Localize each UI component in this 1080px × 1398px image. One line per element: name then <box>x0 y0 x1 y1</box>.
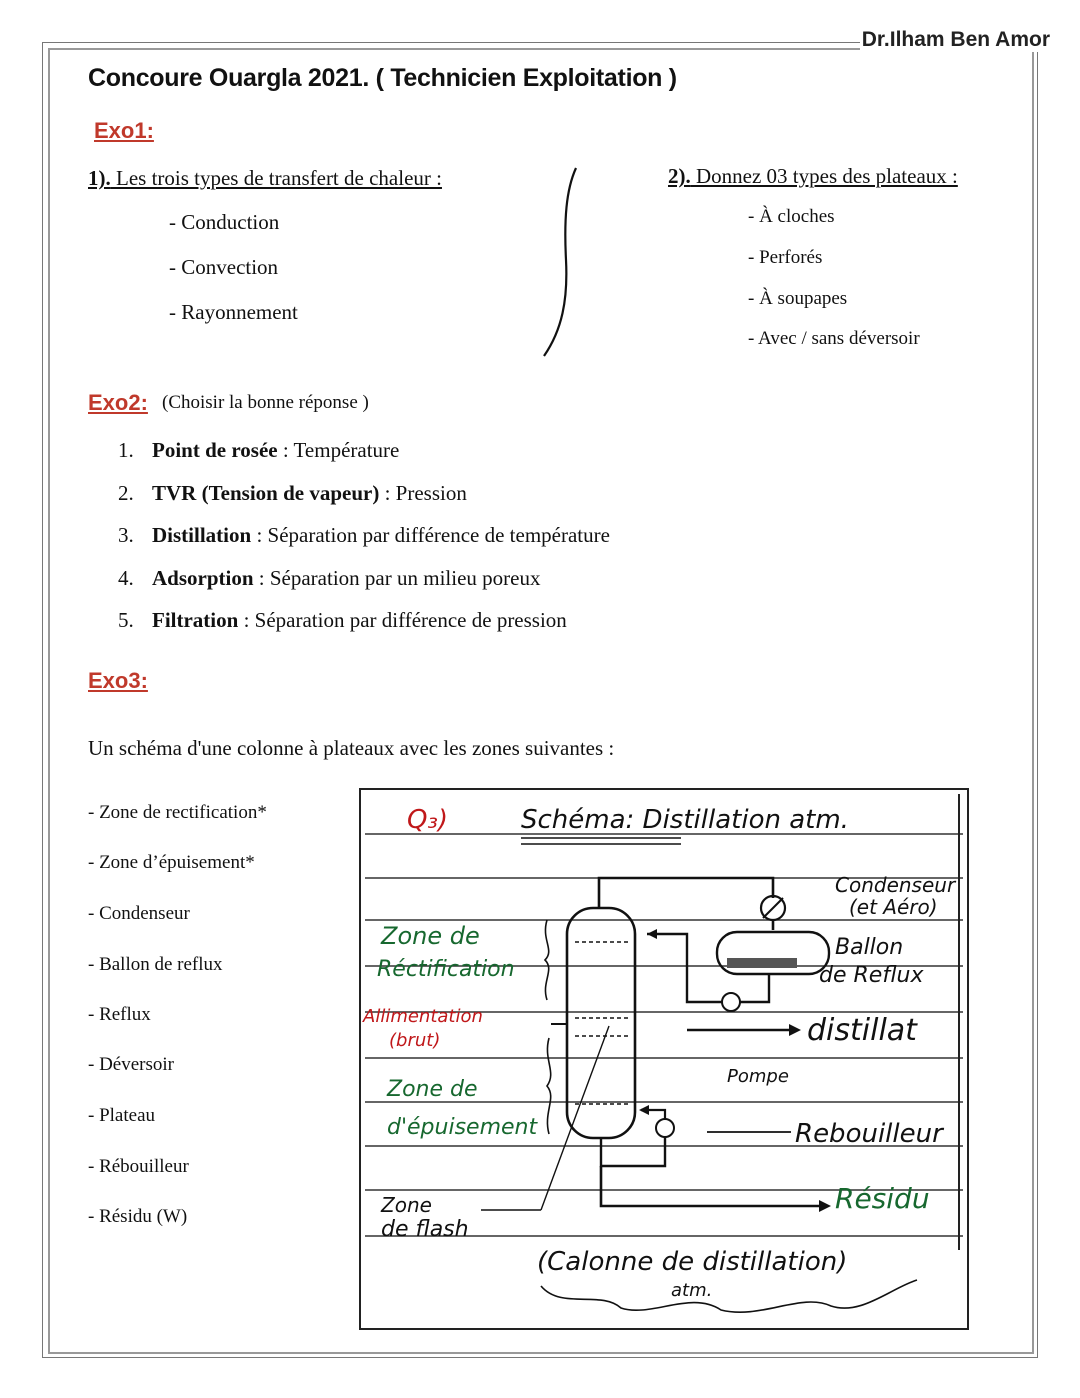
question-1-text: Les trois types de transfert de chaleur : <box>110 166 442 190</box>
exo3-heading: Exo3: <box>88 668 148 693</box>
question-1-number: 1). <box>88 166 111 190</box>
zone-item: - Reflux <box>88 1004 151 1025</box>
label-zone-rectification: Zone de <box>381 922 480 950</box>
label-zone-flash: Zone <box>381 1193 432 1217</box>
list-item: 2. TVR (Tension de vapeur) : Pression <box>118 480 467 505</box>
q2-answer-1: - À cloches <box>748 206 835 227</box>
label-flash: de flash <box>381 1217 469 1242</box>
caption-cloud <box>541 1280 917 1312</box>
brace-divider <box>536 160 586 360</box>
q2-answer-3: - À soupapes <box>748 288 848 309</box>
diagram-title: Schéma: Distillation atm. <box>521 805 849 835</box>
label-pompe: Pompe <box>727 1066 789 1087</box>
q2-answer-2: - Perforés <box>748 247 823 268</box>
question-2-number: 2). <box>668 164 691 188</box>
label-reflux: de Reflux <box>819 963 924 988</box>
label-aero: (et Aéro) <box>849 895 938 919</box>
label-rebouilleur: Rebouilleur <box>795 1119 943 1149</box>
page-title: Concoure Ouargla 2021. ( Technicien Exploitation ) <box>88 64 677 92</box>
exo2-instruction: (Choisir la bonne réponse ) <box>162 392 369 413</box>
list-item: 3. Distillation : Séparation par différence de température <box>118 523 610 548</box>
label-ballon: Ballon <box>835 935 904 960</box>
list-item: 4. Adsorption : Séparation par un milieu poreux <box>118 565 541 590</box>
exo2-heading: Exo2: <box>88 390 148 415</box>
diagram-caption-atm: atm. <box>671 1280 713 1301</box>
label-rectification: Réctification <box>377 957 515 982</box>
list-item: 5. Filtration : Séparation par différence de pression <box>118 608 567 633</box>
label-zone-epuisement: Zone de <box>387 1077 478 1102</box>
q1-answer-2: - Convection <box>169 255 279 279</box>
question-2-text: Donnez 03 types des plateaux : <box>690 164 958 188</box>
exo1-heading: Exo1: <box>94 118 154 143</box>
author-name: Dr.Ilham Ben Amor <box>861 28 1050 51</box>
q2-answer-4: - Avec / sans déversoir <box>748 328 920 349</box>
zone-item: - Résidu (W) <box>88 1206 188 1227</box>
reboiler-icon <box>656 1119 674 1137</box>
zone-item: - Plateau <box>88 1105 156 1126</box>
q1-answer-1: - Conduction <box>169 210 280 234</box>
exo1-question-1 <box>88 166 442 191</box>
exo2-answer-list <box>118 432 610 645</box>
label-epuisement: d'épuisement <box>387 1115 538 1140</box>
label-residu: Résidu <box>835 1182 930 1215</box>
zone-item: - Rébouilleur <box>88 1156 189 1177</box>
exo1-question-2 <box>668 164 958 189</box>
zone-item: - Zone d’épuisement* <box>88 852 255 873</box>
label-brut: (brut) <box>389 1030 441 1051</box>
label-condenseur: Condenseur <box>835 873 956 897</box>
label-alimentation: Allimentation <box>363 1006 483 1027</box>
zone-item: - Condenseur <box>88 903 190 924</box>
q1-answer-3: - Rayonnement <box>169 300 298 324</box>
diagram-caption: (Calonne de distillation) <box>537 1247 848 1277</box>
diagram-svg <box>361 790 967 1328</box>
zone-item: - Déversoir <box>88 1054 174 1075</box>
distillation-diagram <box>359 788 969 1330</box>
list-item: 1. Point de rosée : Température <box>118 438 400 462</box>
label-distillat: distillat <box>807 1013 917 1048</box>
diagram-title-q3: Q₃) <box>407 805 449 835</box>
zone-item: - Zone de rectification* <box>88 802 267 823</box>
exo3-intro: Un schéma d'une colonne à plateaux avec les zones suivantes : <box>88 736 615 760</box>
zone-item: - Ballon de reflux <box>88 954 223 975</box>
pump-icon <box>722 993 740 1011</box>
